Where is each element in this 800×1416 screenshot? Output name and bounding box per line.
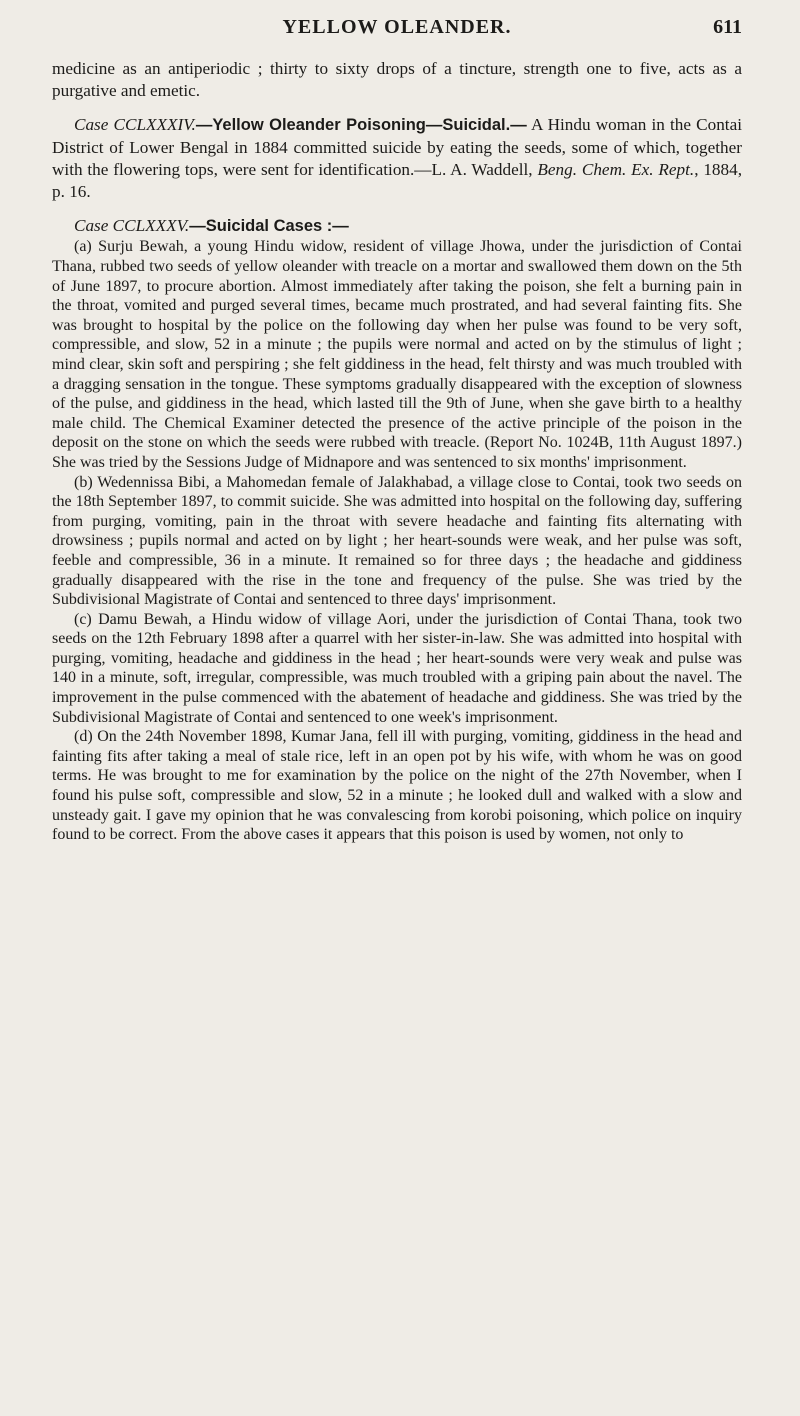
- case-ccxxxv-label: Case CCLXXXV.: [74, 216, 190, 236]
- case-ccxxxiv-citation: Beng. Chem. Ex. Rept.: [537, 159, 695, 179]
- case-paragraph-b: (b) Wedennissa Bibi, a Mahomedan female of Jalakhabad, a village close to Contai, took two seeds on the 18th September 1897, to commit suicide. She was admitted into hospital on the following day, suffering from purging, vomiting, pain in the throat with severe headache and fainting fits alternating with drowsiness ; pupils normal and acted on by light ; her heart-sounds were weak, and her pulse was soft, feeble and compressible, 36 in a minute. It remained so for three days ; the headache and giddiness gradually disappeared with the rise in the tone and frequency of the pulse. She was tried by the Subdivisional Magistrate of Contai and sentenced to three days' imprisonment.: [52, 473, 742, 609]
- running-head: [52, 16, 742, 44]
- case-ccxxxiv-label: Case CCLXXXIV.: [74, 115, 196, 135]
- case-ccxxxiv-paragraph: [52, 114, 742, 203]
- case-ccxxxv-title: —Suicidal Cases :—: [189, 217, 349, 236]
- case-paragraph-d: (d) On the 24th November 1898, Kumar Jana, fell ill with purging, vomiting, giddiness in the head and fainting fits after taking a meal of stale rice, left in an open pot by his wife, with whom he was on good terms. He was brought to me for examination by the police on the night of the 27th November, when I found his pulse soft, compressible and slow, 52 in a minute ; he looked dull and walked with a slow and unsteady gait. I gave my opinion that he was convalescing from korobi poisoning, which police on inquiry found to be correct. From the above cases it appears that this poison is used by women, not only to: [52, 728, 742, 844]
- case-ccxxxiv-text: A Hindu woman in the Contai District of Lower Bengal in 1884 committed suicide by eating the seeds, some of which, together with the flowering tops, were sent for identification.—L. A. Waddell,: [52, 115, 742, 179]
- intro-paragraph: medicine as an antiperiodic ; thirty to sixty drops of a tincture, strength one to five, acts as a purgative and emetic.: [52, 59, 742, 101]
- body-text: [52, 58, 742, 845]
- case-ccxxxiv-citation-tail: , 1884, p. 16.: [52, 159, 743, 202]
- page-number: 611: [713, 16, 742, 38]
- case-ccxxxiv-title: —Yellow Oleander Poisoning—Suicidal.—: [195, 116, 527, 135]
- case-paragraph-a: (a) Surju Bewah, a young Hindu widow, resident of village Jhowa, under the jurisdiction of Contai Thana, rubbed two seeds of yellow oleander with treacle on a mortar and swallowed them down on the 5th of June 1897, to procure abortion. Almost immediately after taking the poison, she felt a burning pain in the throat, vomited and purged several times, became much prostrated, and had several fainting fits. She was brought to hospital by the police on the following day when her pulse was found to be very soft, compressible, and slow, 52 in a minute ; the pupils were normal and acted on by the stimulus of light ; mind clear, skin soft and perspiring ; she felt giddiness in the head, felt thirsty and was much troubled with a dragging sensation in the tongue. These symptoms gradually disappeared with the exception of slowness of the pulse, and giddiness in the head, which lasted till the 9th of June, when she gave birth to a healthy male child. The Chemical Examiner detected the presence of the active principle of the poison in the deposit on the stone on which the seeds were rubbed with treacle. (Report No. 1024B, 11th August 1897.) She was tried by the Sessions Judge of Midnapore and was sentenced to six months' imprisonment.: [52, 238, 742, 471]
- case-ccxxxv-heading: [52, 215, 742, 237]
- running-title: YELLOW OLEANDER.: [282, 16, 512, 38]
- case-paragraph-c: (c) Damu Bewah, a Hindu widow of village Aori, under the jurisdiction of Contai Thana, took two seeds on the 12th February 1898 after a quarrel with her sister-in-law. She was admitted into hospital with purging, vomiting, headache and giddiness in the head ; her heart-sounds were very weak and pulse was 140 in a minute, soft, irregular, compressible, was much troubled with a griping pain about the navel. The improvement in the pulse commenced with the abatement of headache and giddiness. She was tried by the Subdivisional Magistrate of Contai and sentenced to one week's imprisonment.: [52, 610, 742, 726]
